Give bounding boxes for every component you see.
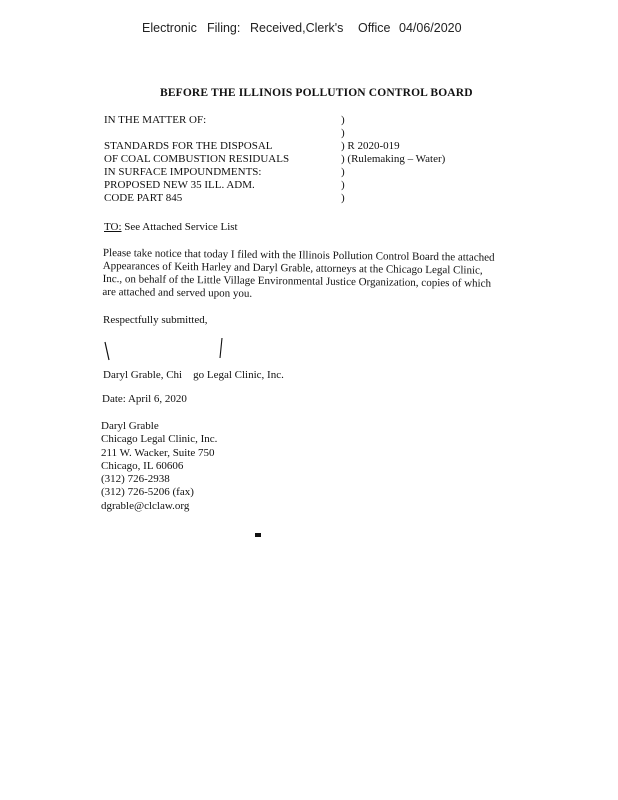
address-line: Chicago, IL 60606 [101,459,184,472]
stamp-office: Office [358,21,391,35]
caption-right-line: ) [341,166,345,178]
caption-left [104,114,289,205]
stamp-filing: Filing: [207,21,241,35]
notice-line: Please take notice that today I filed with the Illinois Pollution Control Board the attached [102,247,495,264]
caption-left-line: STANDARDS FOR THE DISPOSAL [104,140,273,152]
scan-artifact [255,533,261,537]
stamp-received: Received,Clerk's [250,21,344,35]
notice-line: Inc., on behalf of the Little Village Environmental Justice Organization, copies of which [102,272,492,290]
address-block [101,420,217,513]
stamp-electronic: Electronic [142,21,197,35]
to-line [104,221,238,233]
caption-right-line: ) [341,114,345,126]
signature-line: Daryl Grable, Chi go Legal Clinic, Inc. [103,369,284,381]
caption-left-line: PROPOSED NEW 35 ILL. ADM. [104,179,255,191]
address-line: 211 W. Wacker, Suite 750 [101,446,215,459]
caption-right-line: ) [341,127,345,139]
closing: Respectfully submitted, [103,314,208,326]
notice-line: Appearances of Keith Harley and Daryl Grable, attorneys at the Chicago Legal Clinic, [102,259,483,277]
caption-right-line: ) [341,179,345,191]
address-line: (312) 726-5206 (fax) [101,486,194,499]
stamp-date: 04/06/2020 [399,21,462,35]
signature-stroke-left [105,342,109,360]
notice-line: are attached and served upon you. [102,285,253,300]
document-title: BEFORE THE ILLINOIS POLLUTION CONTROL BOARD [160,87,473,99]
caption-left-line: IN THE MATTER OF: [104,114,207,126]
caption-left-line [104,127,289,140]
caption-right-line: ) (Rulemaking – Water) [341,153,446,165]
caption-left-line: CODE PART 845 [104,192,183,204]
address-line: Chicago Legal Clinic, Inc. [101,433,218,446]
caption-right [341,114,445,205]
caption-right-line: ) R 2020-019 [341,140,400,152]
to-text: See Attached Service List [124,221,238,233]
signature-mark-icon [98,336,238,366]
to-label: TO: [104,221,122,233]
notice-paragraph [102,247,523,304]
caption-right-line: ) [341,192,345,204]
date-line: Date: April 6, 2020 [102,393,187,405]
address-line: dgrable@clclaw.org [101,499,190,512]
address-line: (312) 726-2938 [101,473,170,486]
address-line: Daryl Grable [101,420,159,432]
signature-stroke-right [220,338,222,358]
caption-left-line: IN SURFACE IMPOUNDMENTS: [104,166,262,178]
caption-left-line: OF COAL COMBUSTION RESIDUALS [104,153,290,165]
